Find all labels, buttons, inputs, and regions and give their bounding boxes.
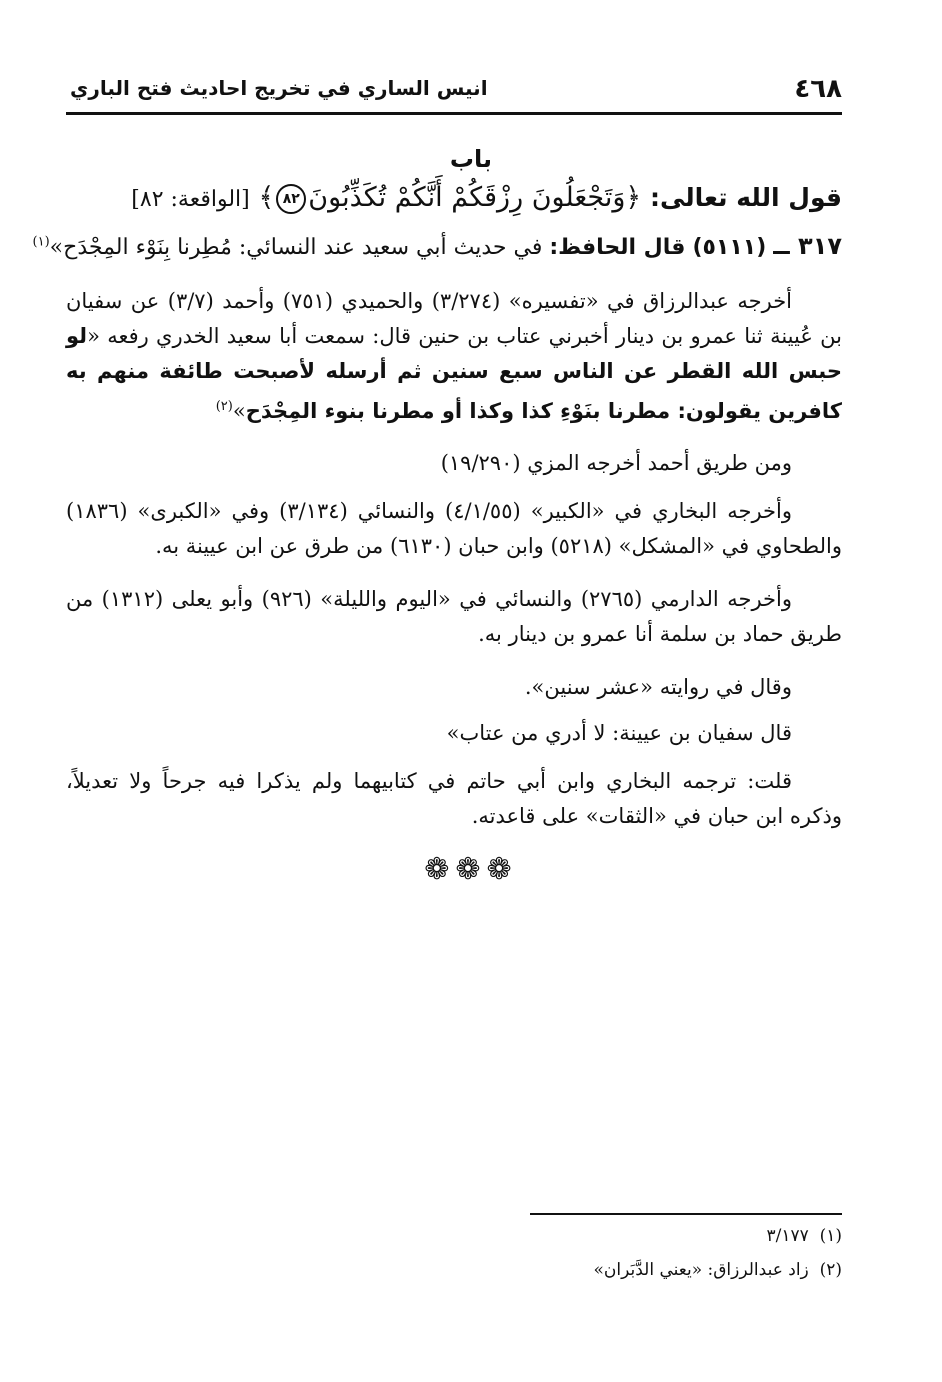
entry-reference: (٥١١١) xyxy=(692,235,767,260)
paragraph-text: وقال في روايته «عشر سنين». xyxy=(524,675,792,699)
ayah-text: ﴿وَتَجْعَلُونَ رِزْقَكُمْ أَنَّكُمْ تُكَذِّبُونَ xyxy=(308,182,642,213)
ayah-line xyxy=(66,182,842,214)
paragraph-text: وأخرجه البخاري في «الكبير» (٤/١/٥٥) والنسائي (٣/١٣٤) وفي «الكبرى» (١٨٣٦) والطحاوي في «المشكل» (٥٢١٨) وابن حبان (٦١٣٠) من طرق عن ابن عيينة به. xyxy=(66,499,842,558)
section-ornament: ❁❁❁ xyxy=(424,852,518,887)
entry-number: ٣١٧ ــ xyxy=(773,232,842,260)
ayah-close-bracket: ﴾ xyxy=(258,182,275,213)
paragraph-sufyan xyxy=(66,716,842,751)
header-divider xyxy=(66,112,842,115)
paragraph-riwaya xyxy=(66,670,842,705)
paragraph-text: ومن طريق أحمد أخرجه المزي (١٩/٢٩٠) xyxy=(440,451,792,475)
ayah-number-marker: ٨٢ xyxy=(276,184,306,214)
paragraph-takhrij-1 xyxy=(66,284,842,429)
paragraph-text: قال سفيان بن عيينة: لا أدري من عتاب» xyxy=(446,721,792,745)
entry-text: في حديث أبي سعيد عند النسائي: مُطِرنا بِنَوْء المِجْدَح» xyxy=(49,235,543,260)
hadith-entry-heading xyxy=(32,232,842,260)
paragraph-text: أخرجه عبدالرزاق في «تفسيره» (٣/٢٧٤) والحميدي (٧٥١) وأحمد (٣/٧) عن سفيان بن عُيينة ثنا عمرو بن دينار أخبرني عتاب بن حنين قال: سمعت أبا سعيد الخدري رفعه « xyxy=(66,289,842,348)
footnote-text: زاد عبدالرزاق: «يعني الدَّبَران» xyxy=(593,1260,809,1280)
chapter-heading: باب xyxy=(449,145,493,173)
paragraph-text: قلت: ترجمه البخاري وابن أبي حاتم في كتابيهما ولم يذكرا فيه جرحاً ولا تعديلاً، وذكره ابن حبان في «الثقات» على قاعدته. xyxy=(66,769,842,828)
page-number: ٤٦٨ xyxy=(794,74,842,104)
paragraph-darimi xyxy=(66,582,842,652)
running-title: انيس الساري في تخريج احاديث فتح الباري xyxy=(70,76,488,100)
footnote-1 xyxy=(200,1226,842,1246)
paragraph-bukhari xyxy=(66,494,842,564)
paragraph-mizzi xyxy=(66,446,842,481)
footnote-ref-2: (٢) xyxy=(215,399,233,414)
footnote-text: ٣/١٧٧ xyxy=(766,1226,809,1246)
footnote-marker: (١) xyxy=(819,1226,842,1246)
footnote-ref-1: (١) xyxy=(32,234,50,250)
entry-label: قال الحافظ: xyxy=(549,235,686,260)
footnote-2 xyxy=(200,1260,842,1280)
paragraph-comment xyxy=(66,764,842,834)
surah-reference: [الواقعة: ٨٢] xyxy=(131,187,250,212)
footnote-marker: (٢) xyxy=(819,1260,842,1280)
ayah-intro: قول الله تعالى: xyxy=(649,183,842,212)
paragraph-text: وأخرجه الدارمي (٢٧٦٥) والنسائي في «اليوم والليلة» (٩٢٦) وأبو يعلى (١٣١٢) من طريق حماد بن سلمة أنا عمرو بن دينار به. xyxy=(66,587,842,646)
quote-close: » xyxy=(232,399,246,423)
hadith-text: لو حبس الله القطر عن الناس سبع سنين ثم أرسله لأصبحت طائفة منهم به كافرين يقولون: مطرنا بنَوْءِ كذا وكذا أو مطرنا بنوء المِجْدَح xyxy=(66,324,842,423)
footnote-divider xyxy=(530,1213,842,1215)
page-header xyxy=(70,72,842,112)
